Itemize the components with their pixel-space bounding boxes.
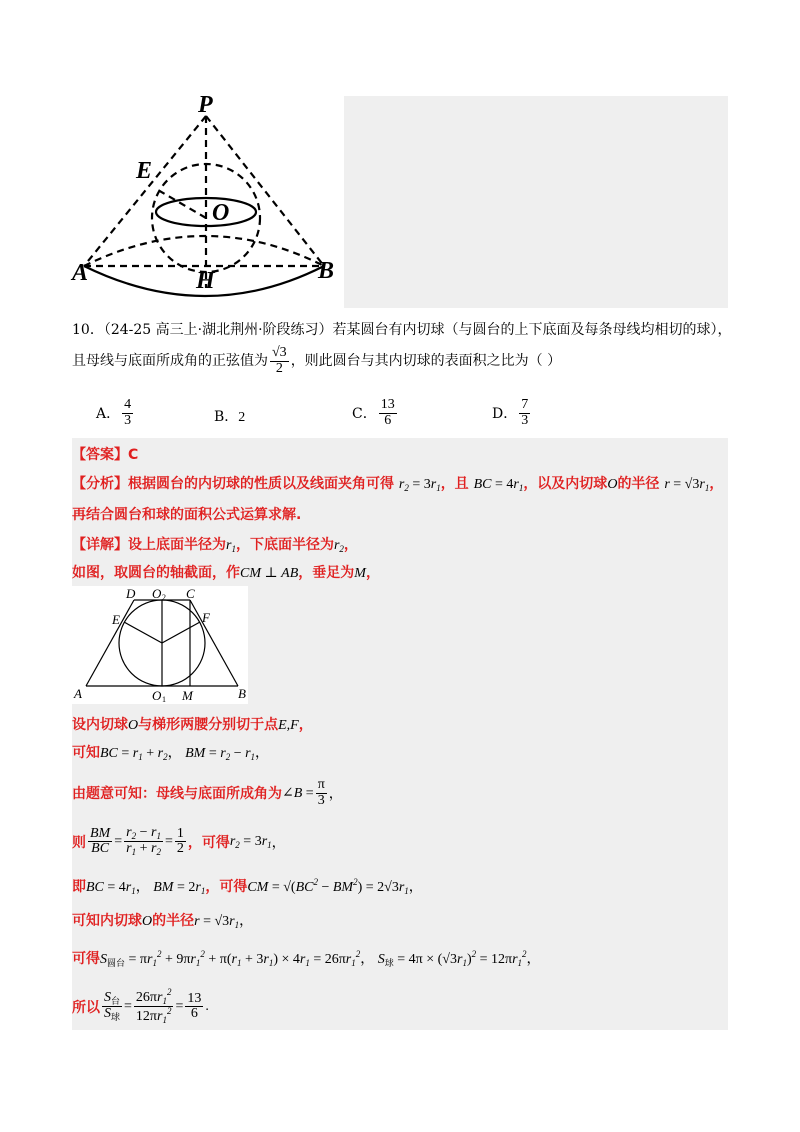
- trap-label-B: B: [238, 686, 246, 701]
- label-E: E: [136, 158, 153, 184]
- detail-l2-c: ，: [365, 565, 380, 581]
- detail-line-7: 即BC = $4r_1$， BM = $2r_1$，可得CM = $√(BC^2 - BM^2) = 2√3r_1$，: [72, 877, 423, 896]
- formula-26-over-12: $\frac{26\pi r_1^2}{12\pi r_1^2}$: [135, 987, 172, 1026]
- formula-o-3: O: [142, 914, 153, 929]
- formula-r1: $r_1$: [226, 538, 236, 554]
- choice-b-value: 2: [238, 410, 246, 425]
- choice-b: [214, 406, 245, 426]
- detail-l8-a: 可知内切球: [72, 913, 142, 929]
- trap-label-D: D: [126, 586, 136, 601]
- trap-label-O2: O: [152, 586, 162, 601]
- detail-tag: 【详解】: [72, 537, 128, 553]
- label-H: H: [196, 268, 215, 294]
- formula-angle-b: ∠B =: [282, 785, 314, 801]
- choice-d-label: D．: [492, 406, 518, 423]
- detail-l3-c: ，: [298, 717, 313, 733]
- question-line-1: [72, 320, 752, 340]
- detail-l6-a: 则: [72, 834, 86, 851]
- detail-l7-b: ，可得: [205, 879, 248, 895]
- detail-l10-a: 所以: [72, 999, 100, 1016]
- detail-l3-b: 与梯形两腰分别切于点: [138, 717, 279, 733]
- formula-bc-4r1: BC = $4r_1$: [473, 477, 524, 493]
- choice-d-frac: [519, 398, 530, 428]
- formula-r-sqrt3r1: $r = √3r_1$: [664, 477, 710, 493]
- analysis-text-3: ，以及内切球: [523, 476, 608, 492]
- formula-m: M: [354, 566, 366, 581]
- detail-line-5: 由题意可知：母线与底面所成角为 ∠B = $\frac{\pi}{3}$ ，: [72, 777, 343, 808]
- trap-label-O1: O: [152, 688, 162, 703]
- choice-c: [352, 398, 399, 428]
- answer-value: C: [128, 447, 139, 463]
- detail-l5-a: 由题意可知：母线与底面所成角为: [72, 786, 282, 803]
- choice-a-num: 4: [124, 397, 132, 412]
- detail-l2-b: ，垂足为: [298, 565, 355, 581]
- detail-l2-a: 如图，取圆台的轴截面，作: [72, 565, 240, 581]
- detail-line-3: [72, 714, 313, 734]
- sine-fraction: [270, 346, 289, 376]
- choice-c-label: C．: [352, 406, 377, 423]
- detail-l10-end: .: [205, 998, 209, 1014]
- label-B: B: [318, 258, 335, 284]
- choice-a-frac: [122, 398, 133, 428]
- label-O: O: [212, 200, 230, 226]
- sine-denominator: 2: [275, 360, 283, 376]
- detail-line-1: [72, 534, 358, 554]
- detail-l4-a: 可知: [72, 745, 100, 761]
- formula-s-frustum: $S_{圆台} = \pi r_1^2 + 9\pi r_1^2 + \pi(r_1 + 3r_1) \times 4r_1 = 26\pi r_1^2$: [100, 949, 361, 968]
- formula-one-half: $\frac{1}{2}$: [176, 825, 184, 857]
- detail-line-6: 则 $\frac{BM}{BC}$ = $\frac{r_2 - r_1}{r_1 + r_2}$ = $\frac{1}{2}$ ，可得 $r_2 = 3r_1$ ，: [72, 825, 286, 858]
- detail-l1-b: ，下底面半径为: [235, 537, 334, 553]
- choice-a-den: 3: [124, 412, 132, 428]
- detail-l1-c: ，: [343, 537, 358, 553]
- figure-placeholder-panel: [344, 96, 728, 308]
- detail-l6-b: ，可得: [187, 834, 230, 851]
- answer-line: [72, 444, 138, 464]
- cone-figure: [66, 90, 346, 300]
- detail-line-9: 可得$S_{圆台} = \pi r_1^2 + 9\pi r_1^2 + \pi(r_1 + 3r_1) \times 4r_1 = 26\pi r_1^2$， $S_球 = 4\pi \times (√3r_1)^2 = 12\pi r_1^2$，: [72, 949, 541, 968]
- detail-line-8: 可知内切球O的半径$r = √3r_1$，: [72, 913, 254, 930]
- formula-pi-over-3: $\frac{\pi}{3}$: [317, 777, 325, 808]
- formula-r-ratio: $\frac{r_2 - r_1}{r_1 + r_2}$: [126, 825, 161, 858]
- formula-cm-perp-ab: CM ⊥ AB: [240, 566, 299, 581]
- detail-l8-b: 的半径: [152, 913, 195, 929]
- detail-l9-a: 可得: [72, 951, 100, 967]
- choice-d-den: 3: [521, 412, 529, 428]
- formula-o: O: [607, 477, 618, 492]
- choice-a-label: A．: [96, 406, 121, 423]
- trap-label-A: A: [74, 686, 82, 701]
- formula-r2: $r_2$: [333, 538, 344, 554]
- formula-r2-eq-3r1: $r_2 = 3r_1$: [229, 833, 272, 850]
- choice-d-num: 7: [521, 397, 529, 412]
- analysis-text-5: ，: [709, 476, 724, 492]
- choice-c-frac: [379, 398, 397, 428]
- trap-label-O1-sub: 1: [162, 695, 166, 704]
- question-stem-1: 若某圆台有内切球（与圆台的上下底面及每条母线均相切的球），: [332, 322, 732, 338]
- analysis-text-4: 的半径: [617, 476, 660, 492]
- trap-label-C: C: [186, 586, 195, 601]
- formula-r2-3r1: $r_2 = 3r_1$: [398, 477, 441, 493]
- formula-bc-bm-values: BC = $4r_1$， BM = $2r_1$: [86, 880, 206, 896]
- choice-d: [492, 398, 532, 428]
- choice-a: [96, 398, 135, 428]
- detail-l3-a: 设内切球: [72, 717, 128, 733]
- answer-tag: 【答案】: [72, 447, 128, 463]
- detail-line-2: [72, 562, 380, 582]
- solution-panel: [72, 438, 728, 1030]
- formula-cm: CM = $√(BC^2 - BM^2) = 2√3r_1$: [247, 877, 409, 896]
- trap-label-M: M: [182, 688, 193, 703]
- detail-l7-a: 即: [72, 879, 86, 895]
- choice-b-label: B．: [214, 409, 239, 425]
- formula-s-ratio: $\frac{S_台}{S_球}$: [104, 990, 121, 1023]
- label-P: P: [198, 92, 213, 118]
- trap-label-E: E: [112, 612, 120, 627]
- detail-l1-a: 设上底面半径为: [128, 537, 226, 553]
- formula-bc-bm: BC = $r_1 + r_2$， BM = $r_2 - r_1$: [100, 746, 256, 762]
- question-number: 10．: [72, 322, 104, 338]
- formula-ef: E,F: [278, 718, 299, 733]
- question-stem-2b: ，则此圆台与其内切球的表面积之比为（ ）: [290, 353, 562, 370]
- formula-o-2: O: [128, 718, 139, 733]
- formula-r-eq: $r = √3r_1$: [194, 914, 240, 930]
- sine-numerator: √3: [272, 345, 287, 360]
- formula-s-sphere: $S_球 = 4\pi \times (√3r_1)^2 = 12\pi r_1^2$: [377, 949, 527, 968]
- analysis-line-2: 再结合圆台和球的面积公式运算求解.: [72, 507, 302, 523]
- detail-line-10: 所以 $\frac{S_台}{S_球}$ = $\frac{26\pi r_1^2}{12\pi r_1^2}$ = $\frac{13}{6}$ .: [72, 987, 209, 1026]
- question-line-2: [72, 346, 752, 376]
- formula-bm-over-bc: $\frac{BM}{BC}$: [90, 825, 111, 857]
- trapezoid-figure: [72, 586, 248, 704]
- choice-c-num: 13: [380, 397, 395, 412]
- analysis-tag: 【分析】: [72, 476, 128, 492]
- choice-c-den: 6: [384, 412, 392, 428]
- question-stem-2a: 且母线与底面所成角的正弦值为: [72, 353, 268, 370]
- analysis-text-2: ，且: [440, 476, 469, 492]
- analysis-text-1: 根据圆台的内切球的性质以及线面夹角可得: [128, 476, 394, 492]
- detail-line-4: 可知BC = $r_1 + r_2$， BM = $r_2 - r_1$，: [72, 745, 270, 762]
- formula-13-over-6: $\frac{13}{6}$: [187, 990, 202, 1022]
- analysis-line-1: [72, 473, 723, 493]
- label-A: A: [72, 260, 89, 286]
- trap-label-F: F: [202, 610, 210, 625]
- question-source: （24-25 高三上·湖北荆州·阶段练习）: [103, 322, 333, 338]
- trap-label-O2-sub: 2: [162, 593, 166, 602]
